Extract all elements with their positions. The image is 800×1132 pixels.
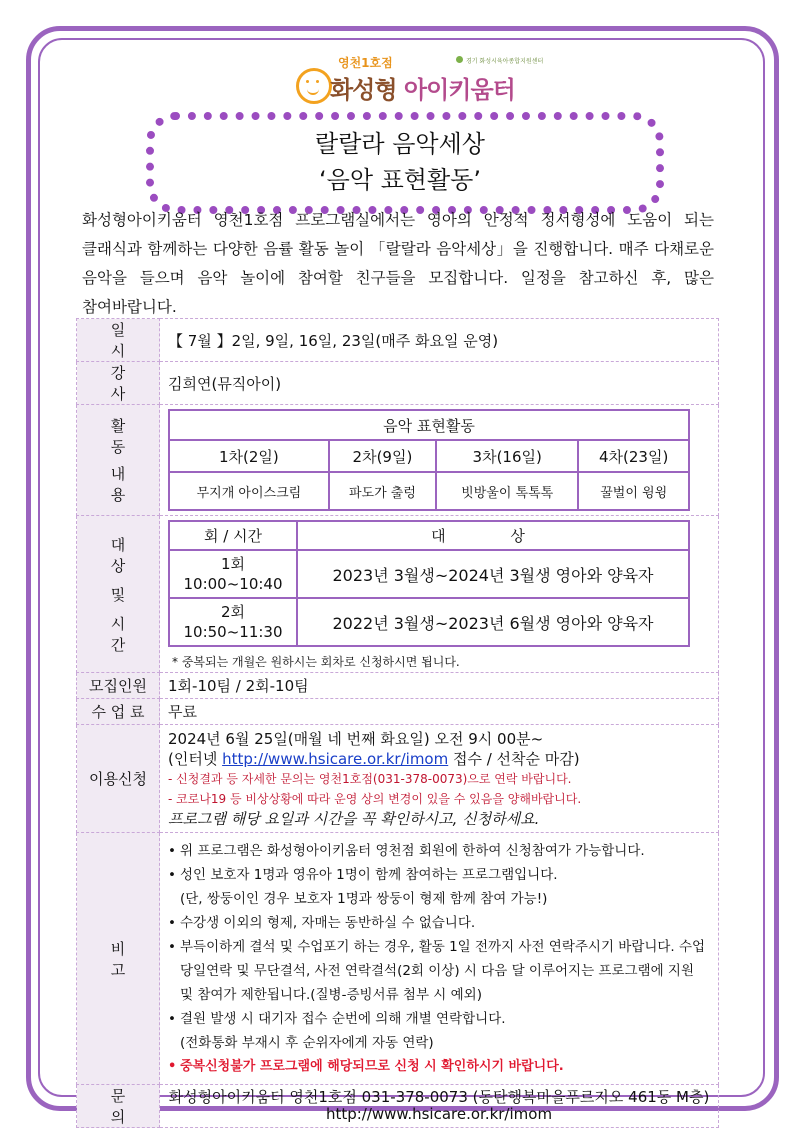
schedule-value: 【 7월 】2일, 9일, 16일, 23일(매주 화요일 운영) bbox=[160, 319, 719, 362]
intro-paragraph: 화성형아이키움터 영천1호점 프로그램실에서는 영아의 안정적 정서형성에 도움이 되는 클래식과 함께하는 다양한 음률 활동 놀이 「랄랄라 음악세상」을 진행합니다. 매주 다채로운 음악을 들으며 음악 놀이에 참여할 친구들을 모집합니다. 일정을 참고하신 후, 많은 참여바랍니다. bbox=[82, 211, 714, 316]
apply-note-check: 프로그램 해당 요일과 시간을 꼭 확인하시고, 신청하세요. bbox=[168, 809, 540, 828]
session-day: 2차(9일) bbox=[329, 440, 436, 472]
remark-item: • 결원 발생 시 대기자 접수 순번에 의해 개별 연락합니다. bbox=[168, 1010, 506, 1027]
page-title: 랄랄라 음악세상 bbox=[315, 130, 485, 158]
contact-row bbox=[77, 1085, 719, 1128]
logo-branch: 영천1호점 bbox=[338, 56, 393, 70]
target-table bbox=[168, 520, 690, 647]
remark-item: (전화통화 부재시 후 순위자에게 자동 연락) bbox=[180, 1034, 434, 1051]
contact-label: 문 의 bbox=[110, 1087, 152, 1126]
instructor-label: 강 사 bbox=[110, 364, 152, 403]
contact-info: 화성형아이키움터 영천1호점 031-378-0073 (동탄행복마을푸르지오 461동 M층) bbox=[168, 1088, 710, 1106]
target-label-3: 시 간 bbox=[110, 614, 152, 654]
fee-value: 무료 bbox=[160, 699, 719, 725]
session-time: 10:00~10:40 bbox=[183, 575, 283, 593]
target-note: * 중복되는 개월은 원하시는 회차로 신청하시면 됩니다. bbox=[172, 655, 460, 669]
smiley-logo-icon bbox=[296, 68, 332, 104]
remarks-row bbox=[77, 833, 719, 1085]
activity-table bbox=[168, 409, 690, 511]
session-time: 10:50~11:30 bbox=[183, 623, 283, 641]
apply-note-contact: - 신청결과 등 자세한 문의는 영천1호점(031-378-0073)으로 연락 바랍니다. bbox=[168, 771, 572, 786]
session-title: 빗방울이 톡톡톡 bbox=[436, 472, 578, 510]
activity-label-1: 활 동 bbox=[110, 417, 152, 456]
session-day: 4차(23일) bbox=[578, 440, 689, 472]
page-subtitle: ‘음악 표현활동’ bbox=[319, 166, 481, 194]
session-target: 2023년 3월생~2024년 3월생 영아와 양육자 bbox=[297, 550, 689, 598]
capacity-row bbox=[77, 673, 719, 699]
fee-label: 수 업 료 bbox=[91, 703, 145, 721]
apply-method: (인터넷 http://www.hsicare.or.kr/imom 접수 / 선착순 마감) bbox=[168, 749, 580, 768]
logo-name: 화성형 아이키움터 bbox=[330, 76, 515, 104]
apply-note-covid: - 코로나19 등 비상상황에 따라 운영 상의 변경이 있을 수 있음을 양해바랍니다. bbox=[168, 791, 582, 806]
logo bbox=[292, 54, 544, 106]
target-col-target: 대 상 bbox=[297, 521, 689, 550]
apply-label: 이용신청 bbox=[89, 770, 147, 788]
remark-item: • 위 프로그램은 화성형아이키움터 영천점 회원에 한하여 신청참여가 가능합니다. bbox=[168, 842, 645, 859]
schedule-label: 일 시 bbox=[110, 321, 152, 360]
apply-date: 2024년 6월 25일(매월 네 번째 화요일) 오전 9시 00분~ bbox=[168, 729, 544, 748]
session-day: 3차(16일) bbox=[436, 440, 578, 472]
session-no: 1회 bbox=[220, 555, 246, 573]
activity-row bbox=[77, 405, 719, 516]
capacity-label: 모집인원 bbox=[89, 677, 147, 695]
apply-url-link[interactable]: http://www.hsicare.or.kr/imom bbox=[222, 749, 449, 768]
remark-item: • 성인 보호자 1명과 영유아 1명이 함께 참여하는 프로그램입니다. bbox=[168, 866, 558, 883]
target-label-2: 및 bbox=[110, 585, 126, 604]
session-title: 꿀벌이 윙윙 bbox=[578, 472, 689, 510]
remarks-label: 비 고 bbox=[110, 939, 152, 979]
info-table bbox=[76, 318, 719, 1128]
fee-row bbox=[77, 699, 719, 725]
capacity-value: 1회-10팀 / 2회-10팀 bbox=[160, 673, 719, 699]
target-row bbox=[77, 516, 719, 673]
session-title: 무지개 아이스크림 bbox=[169, 472, 329, 510]
session-title: 파도가 출렁 bbox=[329, 472, 436, 510]
target-col-session: 회 / 시간 bbox=[169, 521, 297, 550]
instructor-value: 김희연(뮤직아이) bbox=[160, 362, 719, 405]
session-no: 2회 bbox=[220, 603, 246, 621]
remarks-list bbox=[166, 839, 710, 1079]
logo-tagline: 경기 화성시육아종합지원센터 bbox=[466, 58, 544, 65]
remark-item-warning: • 중복신청불가 프로그램에 해당되므로 신청 시 확인하시기 바랍니다. bbox=[168, 1058, 564, 1074]
session-target: 2022년 3월생~2023년 6월생 영아와 양육자 bbox=[297, 598, 689, 646]
remark-item: (단, 쌍둥이인 경우 보호자 1명과 쌍둥이 형제 함께 참여 가능!) bbox=[180, 890, 548, 907]
schedule-row bbox=[77, 319, 719, 362]
activity-header: 음악 표현활동 bbox=[169, 410, 689, 440]
activity-label-2: 내 용 bbox=[110, 465, 152, 504]
apply-row bbox=[77, 725, 719, 833]
partner-logo-icon bbox=[456, 56, 463, 63]
session-day: 1차(2일) bbox=[169, 440, 329, 472]
contact-url-link[interactable]: http://www.hsicare.or.kr/imom bbox=[325, 1105, 553, 1123]
remark-item: • 수강생 이외의 형제, 자매는 동반하실 수 없습니다. bbox=[168, 914, 476, 931]
instructor-row bbox=[77, 362, 719, 405]
target-label-1: 대 상 bbox=[110, 535, 152, 575]
remark-item: • 부득이하게 결석 및 수업포기 하는 경우, 활동 1일 전까지 사전 연락주시기 바랍니다. 수업 당일연락 및 무단결석, 사전 연락결석(2회 이상) 시 다음 달 이루어지는 프로그램에 지원 및 참여가 제한됩니다.(질병-증빙서류 첨부 시 예외) bbox=[168, 938, 706, 1003]
